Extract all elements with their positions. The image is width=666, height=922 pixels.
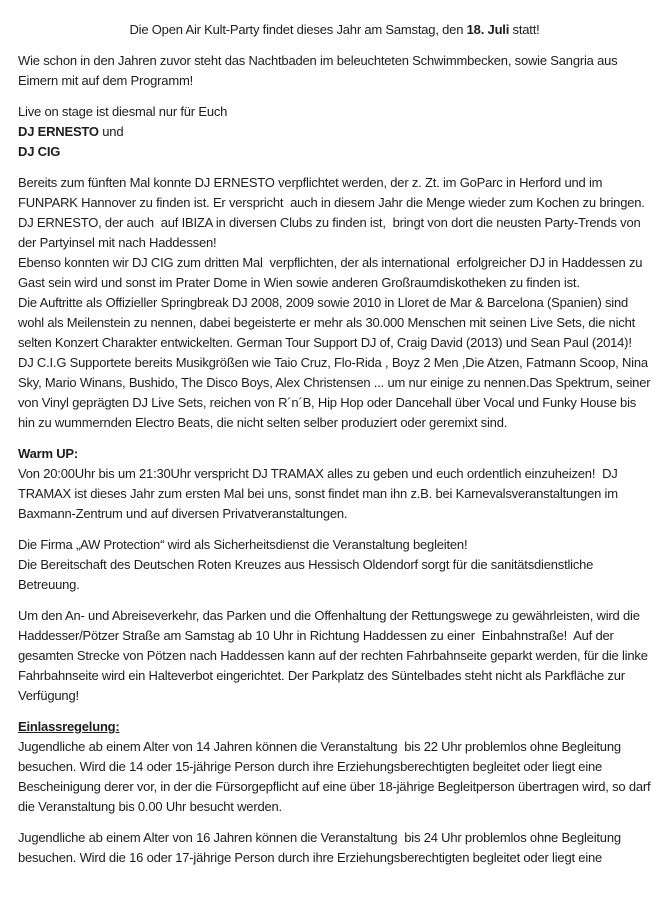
emphasized-text-run: DJ ERNESTO xyxy=(18,124,99,139)
red-cross-paragraph xyxy=(18,555,651,595)
text-block-8 xyxy=(18,717,654,817)
text-run: Live on stage ist diesmal nur für Euch xyxy=(18,104,228,119)
dj-cig-paragraph xyxy=(18,253,651,293)
emphasized-text-run: DJ CIG xyxy=(18,144,61,159)
text-block-1 xyxy=(18,20,651,40)
admission-16-paragraph xyxy=(18,828,651,868)
text-run: DJ C.I.G Supportete bereits Musikgrößen wie Taio Cruz, Flo-Rida , Boyz 2 Men ,Die Atzen, Fatmann Scoop, Nina Sky, Mario Winans, Bushido, The Disco Boys, Alex Christensen ... um nur einige zu nennen.Das Spektrum, seiner von Vinyl geprägten DJ Live Sets, reichen von R´n´B, Hip Hop oder Dancehall über Vocal und Funky House bis hin zu wummernden Electro Beats, die nicht selten selber produziert oder geremixt sind. xyxy=(18,355,654,430)
text-run: Die Auftritte als Offizieller Springbreak DJ 2008, 2009 sowie 2010 in Lloret de Mar & Barcelona (Spanien) sind wohl als Meilenstein zu nennen, dabei begeisterte er mehr als 30.000 Menschen mit seinen Live Sets, die nicht selten Konzert Charakter entwickelten. German Tour Support DJ of, Craig David (2013) und Sean Paul (2014)! xyxy=(18,295,639,350)
text-run: Wie schon in den Jahren zuvor steht das Nachtbaden im beleuchteten Schwimmbecken, sowie Sangria aus Eimern mit auf dem Programm! xyxy=(18,53,621,88)
emphasized-text-run: Warm UP: xyxy=(18,446,79,461)
emphasized-text-run: 18. Juli xyxy=(466,22,510,37)
text-run: statt! xyxy=(509,22,540,37)
warm-up-paragraph xyxy=(18,464,651,524)
text-block-4 xyxy=(18,173,654,433)
admission-14-paragraph xyxy=(18,737,654,817)
emphasized-text-run: Einlassregelung: xyxy=(18,719,120,734)
text-block-6 xyxy=(18,535,651,595)
text-block-9 xyxy=(18,828,651,868)
text-run: Um den An- und Abreiseverkehr, das Parken und die Offenhaltung der Rettungswege zu gewährleisten, wird die Haddesser/Pötzer Straße am Samstag ab 10 Uhr in Richtung Haddessen zu einer Einbahnstraße! Auf der gesamten Strecke von Pötzen nach Haddessen kann auf der rechten Fahrbahnseite geparkt werden, für die linke Fahrbahnseite wird ein Halteverbot eingerichtet. Der Parkplatz des Süntelbades steht nicht als Parkfläche zur Verfügung! xyxy=(18,608,652,703)
lineup-dj-cig-line xyxy=(18,142,651,162)
traffic-parking-paragraph xyxy=(18,606,651,706)
text-block-7 xyxy=(18,606,651,706)
text-block-5 xyxy=(18,444,651,524)
text-run: Jugendliche ab einem Alter von 16 Jahren können die Veranstaltung bis 24 Uhr problemlos ohne Begleitung besuchen. Wird die 16 oder 17-jährige Person durch ihre Erziehungsberechtigten begleitet oder liegt eine xyxy=(18,830,625,865)
warm-up-heading xyxy=(18,444,651,464)
text-run: Die Bereitschaft des Deutschen Roten Kreuzes aus Hessisch Oldendorf sorgt für die sanitätsdienstliche Betreuung. xyxy=(18,557,597,592)
dj-cig-support-paragraph xyxy=(18,353,654,433)
text-run: und xyxy=(98,124,124,139)
text-run: Ebenso konnten wir DJ CIG zum dritten Mal verpflichten, der als international erfolgreicher DJ in Haddessen zu Gast sein wird und sonst im Prater Dome in Wien sowie anderen Großraumdiskotheken zu finden ist. xyxy=(18,255,646,290)
text-run: Von 20:00Uhr bis um 21:30Uhr verspricht DJ TRAMAX alles zu geben und euch ordentlich einzuheizen! DJ TRAMAX ist dieses Jahr zum ersten Mal bei uns, sonst findet man ihn z.B. bei Karnevalsveranstaltungen im Baxmann-Zentrum und auf diversen Privatveranstaltungen. xyxy=(18,466,622,521)
dj-ernesto-paragraph xyxy=(18,173,651,253)
admission-heading xyxy=(18,717,651,737)
text-run: Jugendliche ab einem Alter von 14 Jahren können die Veranstaltung bis 22 Uhr problemlos ohne Begleitung besuchen. Wird die 14 oder 15-jährige Person durch ihre Erziehungsberechtigten begleitet oder liegt eine Bescheinigung derer vor, in der die Fürsorgepflicht auf eine über 18-jährige Begleitperson übertragen wird, so darf die Veranstaltung bis 0.00 Uhr besucht werden. xyxy=(18,739,654,814)
dj-cig-springbreak-paragraph xyxy=(18,293,651,353)
text-run: Die Open Air Kult-Party findet dieses Jahr am Samstag, den xyxy=(129,22,467,37)
text-block-3 xyxy=(18,102,651,162)
lineup-dj-ernesto-line xyxy=(18,122,651,142)
text-run: Bereits zum fünften Mal konnte DJ ERNESTO verpflichtet werden, der z. Zt. im GoParc in Herford und im FUNPARK Hannover zu finden ist. Er verspricht auch in diesem Jahr die Menge wieder zum Kochen zu bringen. DJ ERNESTO, der auch auf IBIZA in diversen Clubs zu finden ist, bringt von dort die neusten Party-Trends von der Partyinsel mit nach Haddessen! xyxy=(18,175,649,250)
intro-paragraph xyxy=(18,51,651,91)
security-paragraph xyxy=(18,535,651,555)
lineup-intro-line xyxy=(18,102,651,122)
document-title xyxy=(18,20,651,40)
text-run: Die Firma „AW Protection“ wird als Sicherheitsdienst die Veranstaltung begleiten! xyxy=(18,537,468,552)
text-block-2 xyxy=(18,51,651,91)
